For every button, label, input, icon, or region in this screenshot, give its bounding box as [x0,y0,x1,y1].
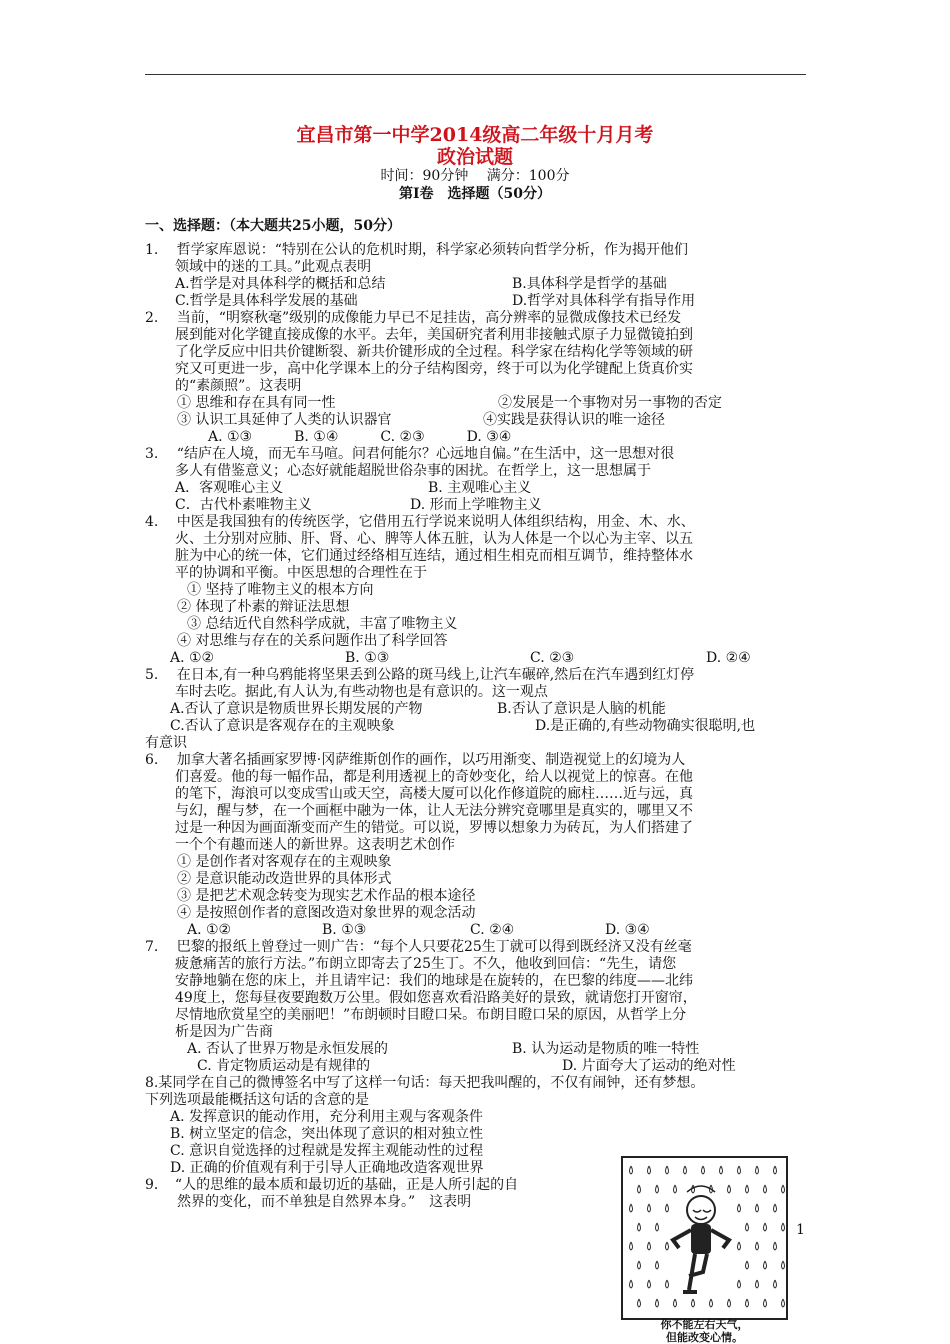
raindrop [630,1166,633,1174]
question-6-text: 一个个有趣而迷人的新世界。这表明艺术创作 [175,837,455,853]
options-2: A. ①③ B. ①④ C. ②③ D. ③④ [208,429,512,445]
option-5c: C.否认了意识是客观存在的主观映象 [170,718,395,734]
raindrop [738,1242,741,1250]
raindrop [782,1185,785,1193]
option-5a: A.否认了意识是物质世界长期发展的产物 [170,701,423,717]
raindrop [728,1185,731,1193]
raindrop [746,1185,749,1193]
cartoon-caption-1: 你不能左右天气， [660,1318,749,1331]
question-1: 1. 哲学家库恩说：“特别在公认的危机时期，科学家必须转向哲学分析，作为揭开他们 [145,242,688,258]
question-6: 6. 加拿大著名插画家罗博·冈萨维斯创作的画作，以巧用渐变、制造视觉上的幻境为人 [145,752,686,768]
cartoon-illustration [623,1158,786,1318]
option-1c: C.哲学是具体科学发展的基础 [175,293,358,309]
option-6b: B. ①③ [322,922,367,938]
raindrop [746,1223,749,1231]
question-8: 8.某同学在自己的微博签名中写了这样一句话：每天把我叫醒的，不仅有闹钟，还有梦想。 [145,1075,705,1091]
rain-meditation-cartoon-icon [621,1156,788,1320]
question-4: 4. 中医是我国独有的传统医学，它借用五行学说来说明人体组织结构，用金、木、水、 [145,514,695,530]
question-2-text: 展到能对化学键直接成像的水平。去年，美国研究者利用非接触式原子力显微镜拍到 [175,327,693,343]
statement-6-4: ④ 是按照创作者的意图改造对象世界的观念活动 [177,905,476,921]
statement-2-2: ②发展是一个事物对另一事物的否定 [498,395,722,411]
statement-6-3: ③ 是把艺术观念转变为现实艺术作品的根本途径 [177,888,476,904]
question-3-text: 多人有借鉴意义；心态好就能超脱世俗杂事的困扰。在哲学上，这一思想属于 [175,463,651,479]
option-5d-cont: 有意识 [145,735,187,751]
raindrop [782,1299,785,1307]
page-number: 1 [796,1222,805,1238]
option-3d: D. 形而上学唯物主义 [410,497,542,513]
option-1b: B.具体科学是哲学的基础 [512,276,667,292]
raindrop [648,1204,651,1212]
raindrop [684,1166,687,1174]
option-7a: A. 否认了世界万物是永恒发展的 [187,1041,389,1057]
question-9: 9． “人的思维的最本质和最切近的基础，正是人所引起的自 [145,1177,519,1193]
statement-2-1: ① 思维和存在具有同一性 [177,395,336,411]
question-4-text: 平的协调和平衡。中医思想的合理性在于 [175,565,427,581]
question-7-text: 析是因为广告商 [175,1024,273,1040]
raindrop [648,1166,651,1174]
raindrop [764,1299,767,1307]
question-3: 3. “结庐在人境，而无车马喧。问君何能尔？心远地自偏。”在生活中，这一思想对很 [145,446,675,462]
question-2: 2. 当前，“明察秋毫”级别的成像能力早已不足挂齿，高分辨率的显微成像技术已经发 [145,310,682,326]
question-4-text: 脏为中心的统一体，它们通过经络相互连结，通过相生相克而相互调节，维持整体水 [175,548,693,564]
question-6-text: 的笔下，海浪可以变成雪山或天空，高楼大厦可以化作修道院的廊柱……近与远，真 [175,786,693,802]
question-7-text: 安静地躺在您的床上，并且请牢记：我们的地球是在旋转的，在巴黎的纬度——北纬 [175,973,693,989]
option-5b: B.否认了意识是人脑的机能 [497,701,666,717]
question-7: 7. 巴黎的报纸上曾登过一则广告：“每个人只要花25生丁就可以得到既经济又没有丝毫 [145,939,692,955]
exam-title: 宜昌市第一中学2014级高二年级十月月考 [296,124,654,146]
question-6-text: 们喜爱。他的每一幅作品，都是利用透视上的奇妙变化，给人以视觉上的惊喜。在他 [175,769,693,785]
statement-4-3: ③ 总结近代自然科学成就，丰富了唯物主义 [187,616,458,632]
raindrop [738,1204,741,1212]
statement-4-2: ② 体现了朴素的辩证法思想 [177,599,350,615]
raindrop [774,1204,777,1212]
raindrop [656,1223,659,1231]
raindrop [648,1242,651,1250]
option-8c: C. 意识自觉选择的过程就是发挥主观能动性的过程 [170,1143,484,1159]
option-6d: D. ③④ [605,922,650,938]
raindrop [692,1299,695,1307]
option-8d: D. 正确的价值观有利于引导人正确地改造客观世界 [170,1160,484,1176]
raindrop [638,1261,641,1269]
raindrop [630,1242,633,1250]
question-9-text: 然界的变化，而不单独是自然界本身。” 这表明 [177,1194,472,1210]
exam-subject: 政治试题 [436,146,513,168]
raindrop [674,1299,677,1307]
exam-meta: 时间：90分钟 满分：100分 [380,168,570,184]
option-4a: A. ①② [170,650,215,666]
option-4b: B. ①③ [345,650,390,666]
question-6-text: 与幻，醒与梦，在一个画框中融为一体，让人无法分辨究竟哪里是真实的，哪里又不 [175,803,693,819]
header-rule [145,74,806,75]
raindrop [728,1299,731,1307]
raindrop [756,1166,759,1174]
raindrop [656,1185,659,1193]
option-4d: D. ②④ [706,650,751,666]
question-1-text: 领域中的迷的工具。”此观点表明 [175,259,372,275]
option-5d: D.是正确的,有些动物确实很聪明,也 [535,718,756,734]
section-heading: 一、选择题：（本大题共25小题，50分） [145,218,401,234]
raindrop [666,1242,669,1250]
raindrop [666,1166,669,1174]
question-2-text: 究又可更进一步，高中化学课本上的分子结构图旁，终于可以为化学键配上货真价实 [175,361,693,377]
statement-4-1: ① 坚持了唯物主义的根本方向 [187,582,374,598]
raindrop [630,1280,633,1288]
option-8a: A. 发挥意识的能动作用，充分利用主观与客观条件 [170,1109,484,1125]
raindrop [774,1166,777,1174]
option-4c: C. ②③ [530,650,575,666]
raindrop [782,1261,785,1269]
raindrop [666,1204,669,1212]
question-7-text: 疲惫痛苦的旅行方法。”布朗立即寄去了25生丁。不久，他收到回信：“先生，请您 [175,956,677,972]
raindrop [756,1280,759,1288]
raindrop [720,1166,723,1174]
question-6-text: 过是一种因为画面渐变而产生的错觉。可以说，罗博以想象力为砖瓦，为人们搭建了 [175,820,693,836]
option-8b: B. 树立坚定的信念，突出体现了意识的相对独立性 [170,1126,484,1142]
raindrop [756,1242,759,1250]
statement-4-4: ④ 对思维与存在的关系问题作出了科学回答 [177,633,448,649]
raindrop [648,1280,651,1288]
question-7-text: 49度上，您每昼夜要跑数万公里。假如您喜欢看沿路美好的景致，就请您打开窗帘， [175,990,697,1006]
raindrop [764,1261,767,1269]
option-6a: A. ①② [187,922,232,938]
raindrop [738,1166,741,1174]
raindrop [756,1204,759,1212]
raindrop [666,1280,669,1288]
question-5: 5. 在日本,有一种乌鸦能将坚果丢到公路的斑马线上,让汽车碾碎,然后在汽车遇到红灯停 [145,667,695,683]
raindrop [746,1261,749,1269]
raindrop [656,1261,659,1269]
option-3a: A．客观唯心主义 [175,480,284,496]
question-5-text: 车时去吃。据此,有人认为,有些动物也是有意识的。这一观点 [175,684,548,700]
option-1a: A.哲学是对具体科学的概括和总结 [175,276,386,292]
raindrop [630,1204,633,1212]
raindrop [782,1223,785,1231]
option-7d: D. 片面夸大了运动的绝对性 [562,1058,736,1074]
statement-6-1: ① 是创作者对客观存在的主观映象 [177,854,392,870]
raindrop [638,1223,641,1231]
question-2-text: 了化学反应中旧共价键断裂、新共价键形成的全过程。科学家在结构化学等领域的研 [175,344,693,360]
raindrop [764,1223,767,1231]
raindrop [746,1299,749,1307]
question-8-text: 下列选项最能概括这句话的含意的是 [145,1092,369,1108]
question-2-text: 的“素颜照”。这表明 [175,378,302,394]
option-3b: B. 主观唯心主义 [428,480,532,496]
statement-6-2: ② 是意识能动改造世界的具体形式 [177,871,392,887]
raindrop [638,1299,641,1307]
option-7c: C. 肯定物质运动是有规律的 [197,1058,371,1074]
cartoon-caption-2: 但能改变心情。 [666,1331,743,1344]
raindrop [774,1280,777,1288]
raindrop [738,1280,741,1288]
question-4-text: 火、土分别对应肺、肝、肾、心、脾等人体五脏，认为人体是一个以心为主宰、以五 [175,531,693,547]
raindrop [638,1185,641,1193]
option-1d: D.哲学对具体科学有指导作用 [512,293,696,309]
question-7-text: 尽情地欣赏星空的美丽吧！”布朗顿时目瞪口呆。布朗目瞪口呆的原因，从哲学上分 [175,1007,687,1023]
statement-2-3: ③ 认识工具延伸了人类的认识器官 [177,412,392,428]
section-title: 第Ⅰ卷 选择题（50分） [398,186,552,202]
raindrop [656,1299,659,1307]
raindrop [702,1166,705,1174]
statement-2-4: ④实践是获得认识的唯一途径 [483,412,665,428]
option-7b: B. 认为运动是物质的唯一特性 [512,1041,700,1057]
raindrop [710,1299,713,1307]
raindrop [774,1242,777,1250]
option-3c: C．古代朴素唯物主义 [175,497,312,513]
option-6c: C. ②④ [470,922,515,938]
raindrop [764,1185,767,1193]
raindrop [674,1185,677,1193]
